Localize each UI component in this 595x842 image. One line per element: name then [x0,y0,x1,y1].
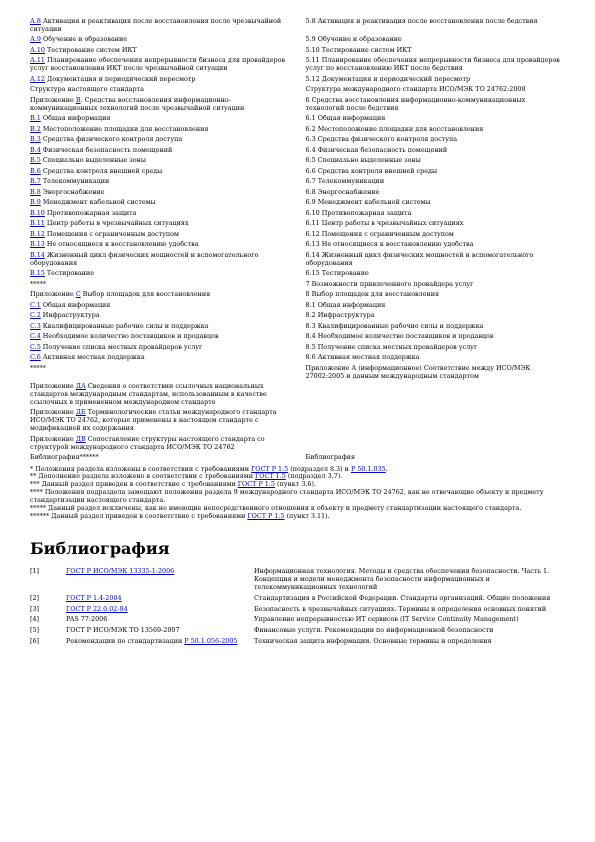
cell-text: Библиография [305,453,356,462]
section-link[interactable]: ДВ [75,434,86,443]
cell-text: Сопоставление структуры настоящего стандарта со структурой международного стандарта ИСО/МЭК ТО 24762 [30,434,265,451]
cell-text: 6.10 Противопожарная защита [305,208,412,217]
correspondence-table [30,18,569,465]
section-link[interactable]: А.10 [30,45,46,54]
footnote-text: **** Положения подраздела замещают положения раздела 9 международного стандарта ИСО/МЭК ТО 24762, как не отвечающие объекту и предмету стандартизации настоящего стандарта. [30,488,544,505]
footnote-text: (подраздел 8.3) и [288,464,351,473]
entry-title: Управление непрерывностью ИТ сервисов (IT Service Continuity Management) [254,615,519,624]
cell-text: Активация и реактивация после восстановления после чрезвычайной ситуации [30,17,282,33]
footnote-text: . [385,464,388,473]
cell-text: . Средства восстановления информационно-коммуникационных технологий после чрезвычайной ситуации [30,95,245,112]
entry-number: [3] [30,604,40,613]
section-link[interactable]: C.2 [30,311,41,320]
section-link[interactable]: B.15 [30,269,45,278]
entry-number: [2] [30,593,40,602]
cell-text: Структура международного стандарта ИСО/МЭК ТО 24762:2008 [305,85,526,94]
cell-text: 6.9 Менеджмент кабельной системы [305,198,431,207]
cell-text: Тестирование систем ИКТ [45,45,137,54]
correspondence-row [30,302,569,313]
cell-text: Местоположение площадки для восстановления [40,124,209,133]
cell-text: 6.6 Средства контроля внешней среды [305,166,438,175]
cell-text: 6.7 Телекоммуникации [305,177,385,186]
footnote-text: *** Данный раздел приведен в соответствие с требованиями [30,480,238,489]
international-standard-cell [300,454,570,465]
cell-text: 8.1 Общая информация [305,300,386,309]
cell-text: 5.12 Документация и периодический пересмотр [305,74,471,83]
section-link[interactable]: B.14 [30,250,45,259]
entry-number: [5] [30,626,40,635]
entry-number: [1] [30,566,40,575]
section-link[interactable]: B.13 [30,240,45,249]
cell-text: Не относящиеся к восстановлению удобства [44,240,199,249]
footnote-text: ***** Данный раздел исключены, как не имеющие непосредственного отношения к объекту и предмету стандартизации настоящего стандарта. [30,504,522,513]
cell-text: Средства физического контроля доступа [40,135,183,144]
entry-number: [6] [30,637,40,646]
national-standard-cell [30,354,300,365]
cell-text: 8 Выбор площадок для восстановления [305,290,440,299]
cell-text: 8.5 Получение списка местных провайдеров услуг [305,342,478,351]
cell-text: Общая информация [40,114,111,123]
cell-text: Структура настоящего стандарта [30,85,144,94]
standard-link[interactable]: ГОСТ Р 1.5 [237,480,275,489]
standard-name: ГОСТ Р ИСО/МЭК ТО 13569-2007 [66,626,180,635]
national-standard-cell [30,383,300,409]
cell-prefix: Приложение [30,95,76,104]
correspondence-row [30,252,569,270]
cell-text: Терминологические статьи международного стандарта ИСО/МЭК ТО 24762, которые применены в настоящем стандарте с модификацией их содержания [30,408,277,433]
footnote-text: ****** Данный раздел приведен в соответствие с требованиями [30,512,248,520]
cell-text: Центр работы в чрезвычайных ситуациях [44,219,189,228]
international-standard-cell [300,97,570,115]
standard-link[interactable]: ГОСТ Р 1.5 [251,464,289,473]
cell-text: Специально выделенные зоны [40,156,146,165]
section-link[interactable]: B.11 [30,219,45,228]
cell-prefix: Приложение [30,382,76,391]
cell-prefix: Приложение [30,434,76,443]
international-standard-cell [300,57,570,75]
cell-text: 6.1 Общая информация [305,114,386,123]
section-link[interactable]: C.5 [30,342,41,351]
national-standard-cell [30,409,300,435]
cell-prefix: Приложение [30,408,76,417]
standard-link[interactable]: ГОСТ Р 22.0.02-94 [66,604,128,613]
correspondence-row [30,291,569,302]
cell-text: Получение списка местных провайдеров услуг [40,342,203,351]
entry-title: Техническая защита информации. Основные термины и определения [254,637,492,646]
section-link[interactable]: ДА [75,382,86,391]
cell-text: Планирование обеспечения непрерывности бизнеса для провайдеров услуг восстановления ИКТ после чрезвычайной ситуации [30,56,286,73]
section-link[interactable]: B.9 [30,198,41,207]
footnote-text: (пункт 3.6). [274,480,317,489]
standard-link[interactable]: ГОСТ 1.5 [255,472,286,481]
cell-text: ***** [30,363,46,372]
entry-title: Безопасность в чрезвычайных ситуациях. Термины и определения основных понятий [254,604,547,613]
cell-text: 8.4 Необходимое количество поставщиков и продавцов [305,332,494,341]
cell-text: 6.15 Тестирование [305,269,369,278]
cell-text: Сведения о соответствии ссылочных национальных стандартов международным стандартам, использованным в качестве ссылочных в примененном международном стандарте [30,382,267,406]
cell-text: 6.12 Помещения с ограниченным доступом [305,229,454,238]
section-link[interactable]: B.4 [30,145,41,154]
footnote [30,489,569,505]
international-standard-cell [300,252,570,270]
international-standard-cell [300,18,570,36]
national-standard-cell [30,57,300,75]
cell-text: Обучение и образование [40,35,128,44]
cell-text: Энергоснабжение [40,187,105,196]
cell-text: 5.10 Тестирование систем ИКТ [305,45,412,54]
section-link[interactable]: C.6 [30,353,41,362]
international-standard-cell [300,383,570,409]
cell-text: 6.5 Специально выделенные зоны [305,156,421,165]
section-link[interactable]: B.1 [30,114,41,123]
cell-text: Квалифицированные рабочие силы и поддержка [40,321,209,330]
cell-text: 6.11 Центр работы в чрезвычайных ситуациях [305,219,464,228]
cell-prefix: Приложение [30,290,76,299]
correspondence-row [30,97,569,115]
entry-title: Информационная технология. Методы и средства обеспечения безопасности. Часть 1. Концепция и модели менеджмента безопасности информационных и телекоммуникационных технологий [254,566,550,591]
correspondence-row [30,168,569,179]
cell-text: 6.4 Физическая безопасность помещений [305,145,448,154]
section-link[interactable]: B [75,95,81,104]
correspondence-row [30,436,569,454]
section-link[interactable]: ДБ [75,408,86,417]
section-link[interactable]: А.11 [30,56,46,65]
international-standard-cell [300,365,570,383]
entry-standard [66,568,254,595]
national-standard-cell [30,97,300,115]
cell-text: 8.2 Инфраструктура [305,311,375,320]
cell-text: Приложение А (информационное) Соответствие между ИСО/МЭК 27002:2005 и данным международным стандартом [305,363,531,380]
cell-text: 6.8 Энергоснабжение [305,187,380,196]
cell-text: Телекоммуникации [40,177,110,186]
entry-standard [66,638,254,649]
bibliography-entry [30,568,569,595]
footnote-text: (подраздел 3.7). [285,472,343,481]
footnote-text: (пункт 3.11). [284,512,330,520]
cell-text: Активная местная поддержка [40,353,145,362]
bibliography-heading: Библиография [30,538,170,558]
cell-text: Помещения с ограниченным доступом [44,229,179,238]
national-standard-cell [30,270,300,281]
cell-text: Документация и периодический пересмотр [45,74,196,83]
correspondence-row [30,383,569,409]
bibliography-table [30,568,569,649]
section-link[interactable]: C.3 [30,321,41,330]
section-link[interactable]: B.7 [30,177,41,186]
entry-title: Финансовые услуги. Рекомендации по информационной безопасности [254,626,494,635]
standard-link[interactable]: ГОСТ Р 1.4-2004 [66,593,122,602]
correspondence-row [30,409,569,435]
cell-text: 6.3 Средства физического контроля доступа [305,135,458,144]
standard-link[interactable]: ГОСТ Р 1.5 [247,512,285,520]
cell-text: 6.14 Жизненный цикл физических мощностей и вспомогательного оборудования [305,250,534,267]
cell-text: Средства контроля внешней среды [40,166,163,175]
cell-text: 5.9 Обучение и образование [305,35,402,44]
section-link[interactable]: B.3 [30,135,41,144]
footnote [30,513,569,521]
cell-text: 5.11 Планирование обеспечения непрерывности бизнеса для провайдеров услуг по восстановлению ИКТ после бедствия [305,56,560,73]
section-link[interactable]: B.10 [30,208,45,217]
cell-text: Необходимое количество поставщиков и продавцов [40,332,219,341]
section-link[interactable]: B.8 [30,187,41,196]
section-link[interactable]: А.8 [30,17,41,25]
standard-name: PAS 77:2006 [66,615,108,624]
standard-name: Рекомендации по стандартизации [66,637,185,646]
international-standard-cell [300,436,570,454]
section-link[interactable]: А.12 [30,74,46,83]
correspondence-row [30,365,569,383]
national-standard-cell [30,454,300,465]
section-link[interactable]: C.1 [30,300,41,309]
section-link[interactable]: А.9 [30,35,41,44]
standard-link[interactable]: ГОСТ Р ИСО/МЭК 13335-1-2006 [66,566,175,575]
correspondence-row [30,18,569,36]
national-standard-cell [30,365,300,383]
national-standard-cell [30,252,300,270]
correspondence-row [30,270,569,281]
cell-text: Физическая безопасность помещений [40,145,173,154]
footnote-text: ** Дополнение раздела изложено в соответствии с требованиями [30,472,256,481]
cell-text: 5.8 Активация и реактивация после восстановления после бедствия [305,17,538,25]
footnote-text: * Положения раздела изложены в соответствии с требованиями [30,464,252,473]
correspondence-row [30,454,569,465]
cell-text: ***** [30,279,46,288]
national-standard-cell [30,436,300,454]
correspondence-row [30,178,569,189]
international-standard-cell [300,409,570,435]
section-link[interactable]: C [75,290,81,299]
cell-text: Тестирование [44,269,94,278]
cell-text: 6.13 Не относящиеся к восстановлению удобства [305,240,474,249]
national-standard-cell [30,18,300,36]
section-link[interactable]: C.4 [30,332,41,341]
cell-text: Выбор площадок для восстановления [80,290,211,299]
standard-link[interactable]: Р 50.1.056-2005 [184,637,238,646]
section-link[interactable]: B.5 [30,156,41,165]
standard-link[interactable]: Р 50.1.035 [350,464,386,473]
cell-text: Инфраструктура [40,311,100,320]
cell-text: Общая информация [40,300,111,309]
cell-text: 7 Возможности привлеченного провайдера услуг [305,279,474,288]
entry-number: [4] [30,615,40,624]
section-link[interactable]: B.6 [30,166,41,175]
correspondence-row [30,57,569,75]
cell-text: Жизненный цикл физических мощностей и вспомогательного оборудования [30,250,259,267]
cell-text: 8.3 Квалифицированные рабочие силы и поддержка [305,321,484,330]
cell-text: Противопожарная защита [44,208,137,217]
entry-title: Стандартизация в Российской Федерации. Стандарты организаций. Общие положения [254,593,551,602]
section-link[interactable]: B.2 [30,124,41,133]
cell-text: 8.6 Активная местная поддержка [305,353,420,362]
cell-text: 6.2 Местоположение площадки для восстановления [305,124,484,133]
bibliography-entry [30,638,569,649]
cell-text: Менеджмент кабельной системы [40,198,156,207]
cell-text: Библиография****** [30,453,99,462]
cell-text: 6 Средства восстановления информационно-коммуникационных технологий после бедствия [305,95,526,112]
footnotes [30,466,569,521]
section-link[interactable]: B.12 [30,229,45,238]
